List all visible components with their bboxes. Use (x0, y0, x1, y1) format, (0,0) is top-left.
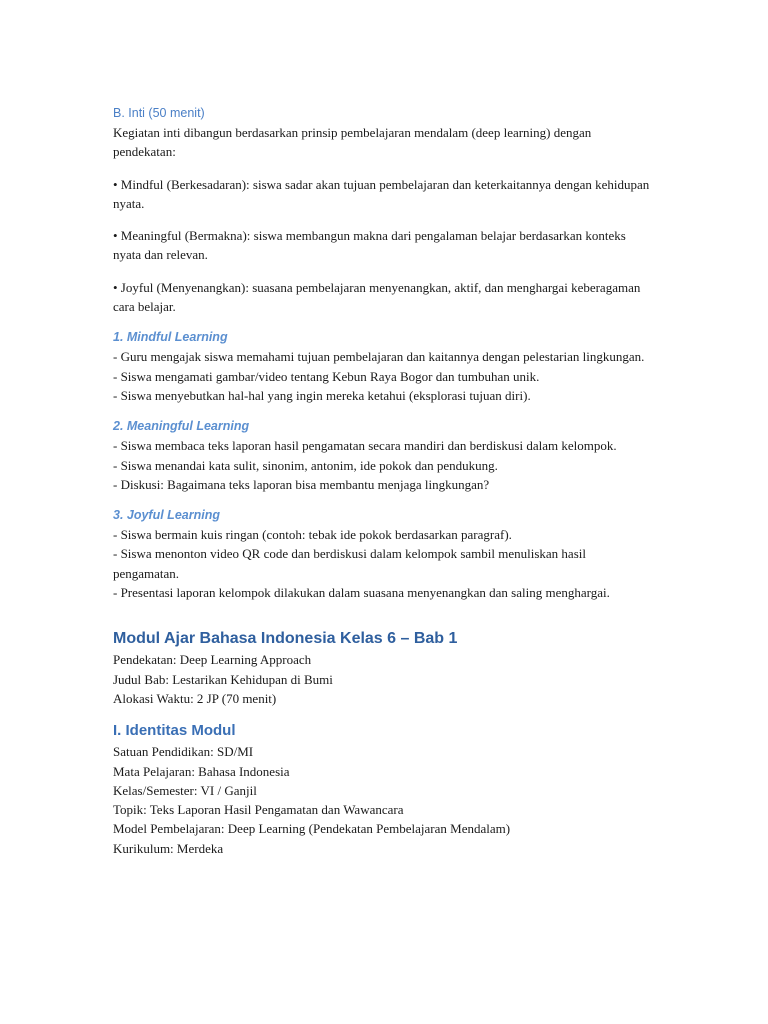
mindful-item: - Siswa mengamati gambar/video tentang Kebun Raya Bogor dan tumbuhan unik. (113, 368, 540, 384)
identitas-line: Satuan Pendidikan: SD/MI (113, 744, 254, 760)
joyful-heading: 3. Joyful Learning (113, 508, 220, 523)
joyful-item: - Siswa menonton video QR code dan berdiskusi dalam kelompok sambil menuliskan hasil pengamatan. (113, 546, 586, 581)
meaningful-heading: 2. Meaningful Learning (113, 419, 250, 434)
identitas-line: Mata Pelajaran: Bahasa Indonesia (113, 763, 290, 779)
identitas-line: Model Pembelajaran: Deep Learning (Pendekatan Pembelajaran Mendalam) (113, 821, 511, 837)
meaningful-item: - Diskusi: Bagaimana teks laporan bisa membantu menjaga lingkungan? (113, 476, 490, 492)
bullet-meaningful: • Meaningful (Bermakna): siswa membangun makna dari pengalaman belajar berdasarkan konteks nyata dan relevan. (113, 228, 626, 263)
inti-heading: B. Inti (50 menit) (113, 106, 205, 120)
bullet-joyful: • Joyful (Menyenangkan): suasana pembelajaran menyenangkan, aktif, dan menghargai keberagaman cara belajar. (113, 279, 641, 315)
bullet-mindful: • Mindful (Berkesadaran): siswa sadar akan tujuan pembelajaran dan keterkaitannya dengan kehidupan nyata. (113, 176, 650, 211)
identitas-line: Kelas/Semester: VI / Ganjil (113, 782, 257, 798)
document-content (113, 104, 653, 858)
modul-title: Modul Ajar Bahasa Indonesia Kelas 6 – Bab 1 (113, 630, 458, 648)
meaningful-item: - Siswa membaca teks laporan hasil pengamatan secara mandiri dan berdiskusi dalam kelompok. (113, 438, 617, 454)
modul-line: Alokasi Waktu: 2 JP (70 menit) (113, 690, 277, 706)
mindful-heading: 1. Mindful Learning (113, 330, 228, 345)
inti-intro: Kegiatan inti dibangun berdasarkan prinsip pembelajaran mendalam (deep learning) dengan pendekatan: (113, 125, 592, 160)
mindful-item: - Siswa menyebutkan hal-hal yang ingin mereka ketahui (eksplorasi tujuan diri). (113, 387, 531, 403)
modul-line: Judul Bab: Lestarikan Kehidupan di Bumi (113, 671, 333, 687)
meaningful-item: - Siswa menandai kata sulit, sinonim, antonim, ide pokok dan pendukung. (113, 457, 498, 473)
identitas-line: Topik: Teks Laporan Hasil Pengamatan dan Wawancara (113, 802, 404, 818)
mindful-item: - Guru mengajak siswa memahami tujuan pembelajaran dan kaitannya dengan pelestarian lingkungan. (113, 349, 645, 365)
modul-line: Pendekatan: Deep Learning Approach (113, 652, 312, 668)
identitas-heading: I. Identitas Modul (113, 722, 236, 740)
identitas-line: Kurikulum: Merdeka (113, 840, 224, 856)
joyful-item: - Siswa bermain kuis ringan (contoh: tebak ide pokok berdasarkan paragraf). (113, 527, 512, 543)
joyful-item: - Presentasi laporan kelompok dilakukan dalam suasana menyenangkan dan saling menghargai. (113, 585, 610, 601)
